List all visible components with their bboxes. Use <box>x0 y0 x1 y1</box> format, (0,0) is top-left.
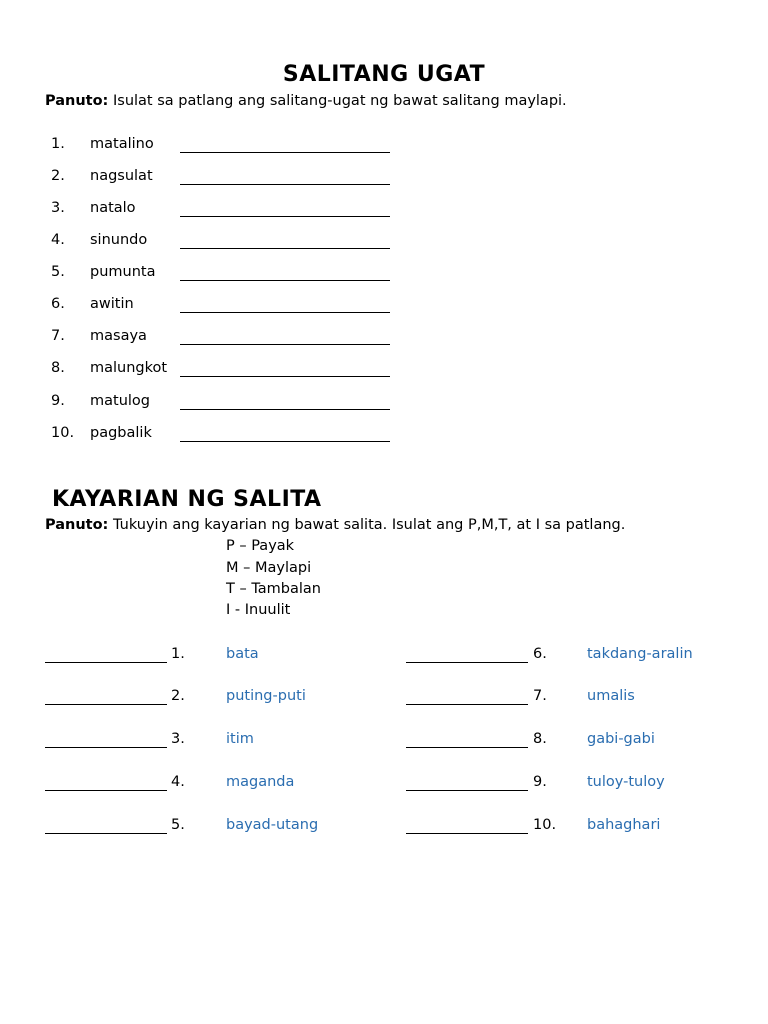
item-number: 1. <box>51 136 65 152</box>
section1-title: SALITANG UGAT <box>282 62 486 87</box>
item-number: 9. <box>51 393 65 409</box>
item-word: nagsulat <box>90 168 153 184</box>
answer-blank[interactable] <box>180 441 390 442</box>
answer-blank[interactable] <box>406 790 528 791</box>
item-word: natalo <box>90 200 136 216</box>
list-item <box>0 168 768 192</box>
item-number: 4. <box>171 774 185 790</box>
list-item <box>0 232 768 256</box>
item-word: gabi-gabi <box>587 731 655 747</box>
item-word: malungkot <box>90 360 168 376</box>
directions-label: Panuto: <box>45 93 109 109</box>
answer-blank[interactable] <box>406 747 528 748</box>
item-number: 5. <box>171 817 185 833</box>
section2-title: KAYARIAN NG SALITA <box>52 487 322 512</box>
item-word: puting-puti <box>226 688 306 704</box>
item-number: 9. <box>533 774 547 790</box>
answer-blank[interactable] <box>180 344 390 345</box>
answer-blank[interactable] <box>180 376 390 377</box>
item-number: 6. <box>51 296 65 312</box>
item-number: 2. <box>171 688 185 704</box>
item-number: 7. <box>533 688 547 704</box>
item-number: 6. <box>533 646 547 662</box>
item-number: 4. <box>51 232 65 248</box>
item-word: umalis <box>587 688 635 704</box>
list-item <box>0 360 768 384</box>
list-item <box>0 328 768 352</box>
item-word: tuloy-tuloy <box>587 774 665 790</box>
answer-blank[interactable] <box>406 833 528 834</box>
legend-item: T – Tambalan <box>226 581 321 597</box>
list-item <box>0 136 768 160</box>
answer-blank[interactable] <box>180 248 390 249</box>
list-item <box>0 646 768 670</box>
item-number: 8. <box>533 731 547 747</box>
item-number: 3. <box>171 731 185 747</box>
answer-blank[interactable] <box>45 833 167 834</box>
answer-blank[interactable] <box>180 312 390 313</box>
answer-blank[interactable] <box>180 280 390 281</box>
item-number: 5. <box>51 264 65 280</box>
answer-blank[interactable] <box>406 662 528 663</box>
list-item <box>0 296 768 320</box>
legend-item: M – Maylapi <box>226 560 312 576</box>
list-item <box>0 200 768 224</box>
item-word: awitin <box>90 296 134 312</box>
item-number: 1. <box>171 646 185 662</box>
answer-blank[interactable] <box>180 184 390 185</box>
item-word: bayad-utang <box>226 817 319 833</box>
item-word: bata <box>226 646 259 662</box>
item-number: 10. <box>51 425 75 441</box>
item-word: maganda <box>226 774 295 790</box>
item-word: matulog <box>90 393 150 409</box>
item-word: sinundo <box>90 232 148 248</box>
item-word: masaya <box>90 328 147 344</box>
item-word: pagbalik <box>90 425 152 441</box>
answer-blank[interactable] <box>406 704 528 705</box>
section1-directions <box>45 93 567 109</box>
list-item <box>0 393 768 417</box>
item-word: pumunta <box>90 264 156 280</box>
list-item <box>0 425 768 449</box>
item-number: 10. <box>533 817 557 833</box>
legend-item: P – Payak <box>226 538 295 554</box>
answer-blank[interactable] <box>180 216 390 217</box>
section2-directions <box>45 517 625 533</box>
answer-blank[interactable] <box>45 704 167 705</box>
answer-blank[interactable] <box>45 747 167 748</box>
answer-blank[interactable] <box>45 662 167 663</box>
directions-text: Tukuyin ang kayarian ng bawat salita. Isulat ang P,M,T, at I sa patlang. <box>108 517 626 533</box>
item-number: 7. <box>51 328 65 344</box>
directions-label: Panuto: <box>45 517 109 533</box>
answer-blank[interactable] <box>45 790 167 791</box>
item-word: matalino <box>90 136 154 152</box>
list-item <box>0 774 768 798</box>
list-item <box>0 688 768 712</box>
legend-item: I - Inuulit <box>226 602 291 618</box>
item-number: 3. <box>51 200 65 216</box>
item-word: itim <box>226 731 254 747</box>
item-number: 2. <box>51 168 65 184</box>
answer-blank[interactable] <box>180 152 390 153</box>
item-word: takdang-aralin <box>587 646 693 662</box>
item-word: bahaghari <box>587 817 661 833</box>
list-item <box>0 817 768 841</box>
answer-blank[interactable] <box>180 409 390 410</box>
list-item <box>0 731 768 755</box>
list-item <box>0 264 768 288</box>
item-number: 8. <box>51 360 65 376</box>
directions-text: Isulat sa patlang ang salitang-ugat ng bawat salitang maylapi. <box>108 93 567 109</box>
